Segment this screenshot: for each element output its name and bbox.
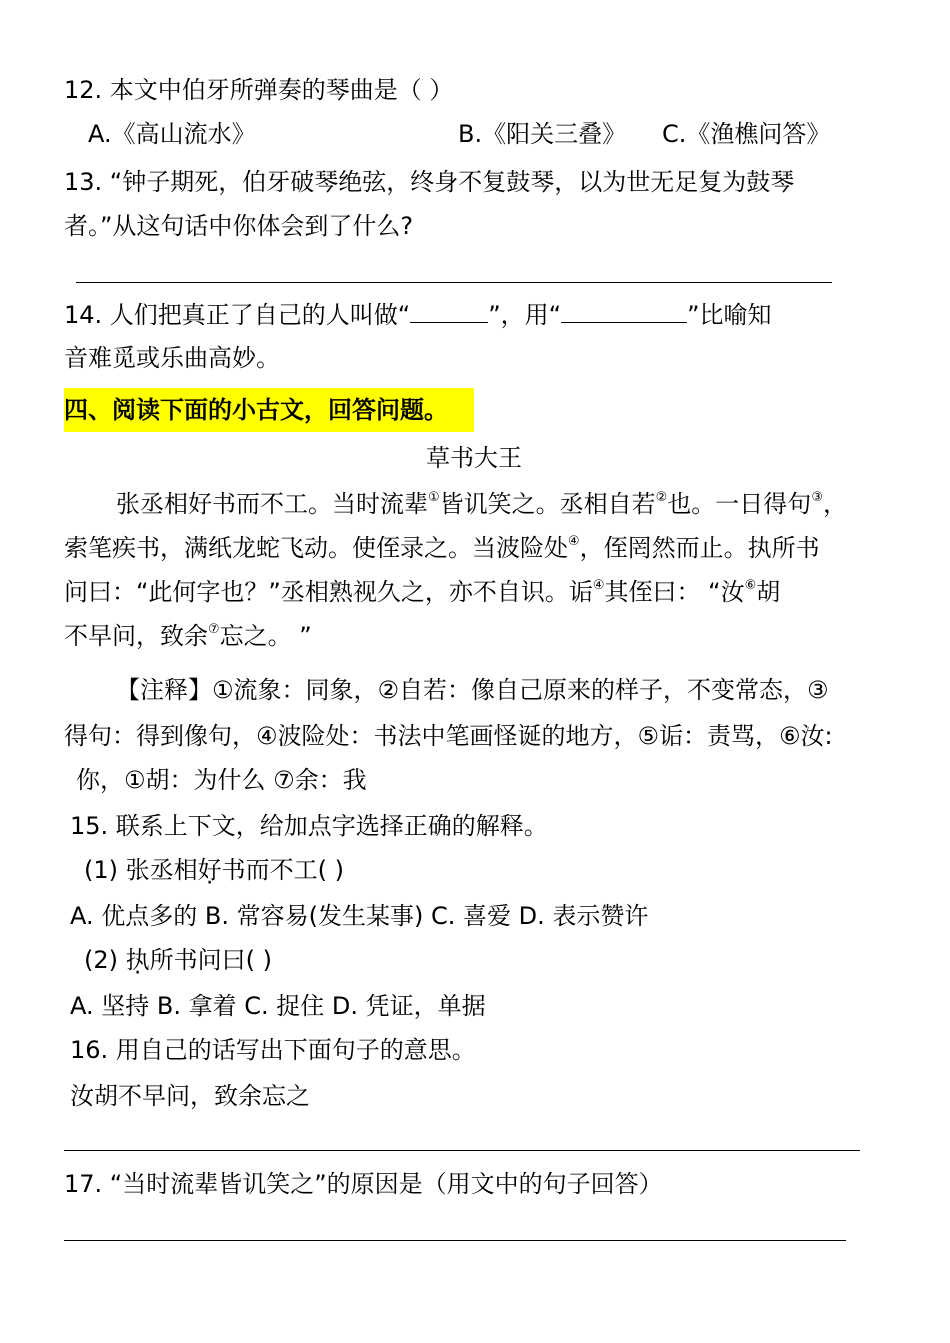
q14-text-2: ”，用“ [488, 301, 562, 329]
q13-line1: 13. “钟子期死，伯牙破琴绝弦，终身不复鼓琴，以为世无足复为鼓琴 [64, 168, 795, 196]
q12-option-b: B.《阳关三叠》 [458, 120, 627, 148]
q15-sub2-text: 所书问曰( ) [149, 946, 272, 974]
note-ref: ① [428, 490, 440, 505]
q17-answer-line[interactable] [64, 1240, 846, 1241]
q15-sub2-options: A. 坚持 B. 拿着 C. 捉住 D. 凭证，单据 [70, 992, 486, 1020]
q13-line2: 者。”从这句话中你体会到了什么? [64, 212, 414, 240]
section-heading: 四、阅读下面的小古文，回答问题。 [64, 396, 448, 424]
q12-option-a: A.《高山流水》 [88, 120, 256, 148]
q14-text-1: 14. 人们把真正了自己的人叫做“ [64, 301, 411, 329]
q17-stem: 17. “当时流辈皆讥笑之”的原因是（用文中的句子回答） [64, 1170, 663, 1198]
q16-stem: 16. 用自己的话写出下面句子的意思。 [70, 1036, 476, 1064]
passage-text: ，侄罔然而止。执所书 [579, 534, 820, 562]
q16-sentence: 汝胡不早问，致余忘之 [70, 1082, 310, 1110]
q14-line1 [64, 298, 772, 331]
passage-line-3 [64, 576, 780, 608]
passage-text: ， [822, 490, 847, 518]
passage-text: 索笔疾书，满纸龙蛇飞动。使侄录之。当波险处 [64, 534, 568, 562]
notes-line-1: 【注释】①流象：同象，②自若：像自己原来的样子，不变常态，③ [116, 676, 829, 704]
notes-line-2: 得句：得到像句，④波险处：书法中笔画怪诞的地方，⑤诟：责骂，⑥汝: [64, 722, 833, 750]
note-ref: ④ [568, 534, 580, 549]
passage-text: 其侄曰： “汝 [604, 578, 745, 606]
q15-sub1-options: A. 优点多的 B. 常容易(发生某事) C. 喜爱 D. 表示赞许 [70, 902, 649, 930]
passage-text: 皆讥笑之。丞相自若 [439, 490, 656, 518]
passage-text: 问曰：“此何字也？”丞相熟视久之，亦不自识。诟 [64, 578, 593, 606]
q14-blank-1[interactable] [410, 298, 488, 323]
passage-line-2 [64, 532, 820, 564]
passage-text: 不早问，致余 [64, 622, 208, 650]
note-ref: ⑦ [208, 622, 220, 637]
q16-answer-line[interactable] [64, 1150, 860, 1151]
q15-sub1-text: 书而不工( ) [221, 856, 344, 884]
q15-sub1 [84, 854, 344, 886]
notes-line-3: 你，①胡：为什么 ⑦余：我 [76, 766, 367, 794]
note-ref: ④ [592, 578, 605, 593]
passage-text: 也。一日得句 [667, 490, 812, 518]
q15-sub2-text: (2) [84, 946, 126, 974]
q12-stem: 12. 本文中伯牙所弹奏的琴曲是（ ） [64, 76, 454, 104]
note-ref: ③ [811, 490, 823, 505]
q13-answer-line[interactable] [76, 282, 832, 283]
q15-stem: 15. 联系上下文，给加点字选择正确的解释。 [70, 812, 548, 840]
passage-text: 张丞相好书而不工。当时流辈 [116, 490, 428, 518]
q15-sub1-text: (1) 张丞相 [84, 856, 198, 884]
q14-line2: 音难觅或乐曲高妙。 [64, 344, 280, 372]
passage-line-1 [116, 488, 847, 520]
q15-sub2 [84, 944, 272, 976]
q15-sub1-dotted-char: 好 [197, 856, 222, 884]
passage-text: 忘之。 ” [219, 622, 312, 650]
passage-line-4 [64, 620, 312, 652]
q12-option-c: C.《渔樵问答》 [662, 120, 831, 148]
note-ref: ⑥ [744, 578, 757, 593]
passage-title: 草书大王 [426, 444, 522, 472]
q15-sub2-dotted-char: 执 [125, 946, 150, 974]
note-ref: ② [655, 490, 668, 505]
q14-blank-2[interactable] [561, 298, 687, 323]
q14-text-3: ”比喻知 [687, 301, 772, 329]
passage-text: 胡 [756, 578, 781, 606]
